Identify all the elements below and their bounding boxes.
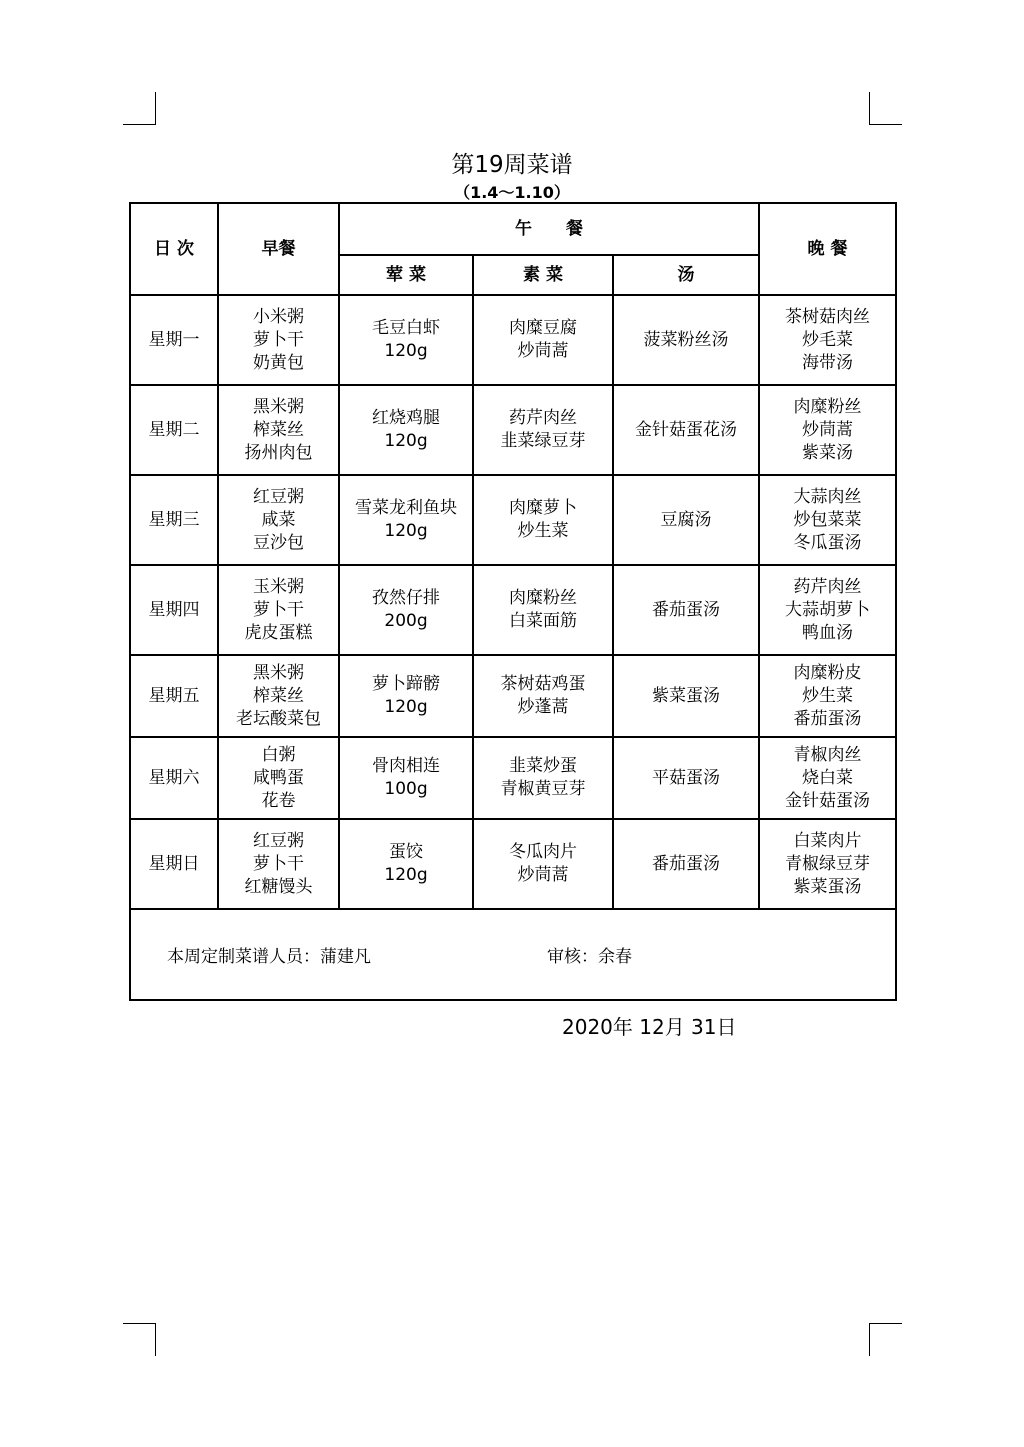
veg-dish-cell xyxy=(473,295,613,385)
date-range: （1.4～1.10） xyxy=(454,183,570,202)
table-row xyxy=(130,655,896,737)
dinner-cell-line: 大蒜胡萝卜 xyxy=(785,599,871,620)
crop-mark-top-left xyxy=(123,92,156,125)
dinner-cell xyxy=(759,565,896,655)
soup-cell: 菠菜粉丝汤 xyxy=(613,295,759,385)
breakfast-cell-line: 黑米粥 xyxy=(253,396,304,417)
header-day: 日 次 xyxy=(130,203,218,295)
crop-mark-bottom-left xyxy=(123,1323,156,1356)
table-row xyxy=(130,819,896,909)
meat-dish-cell-line: 红烧鸡腿 xyxy=(372,408,440,428)
dinner-cell xyxy=(759,737,896,819)
day-cell: 星期三 xyxy=(130,475,218,565)
table-row xyxy=(130,385,896,475)
breakfast-cell xyxy=(218,565,339,655)
dinner-cell-line: 金针菇蛋汤 xyxy=(785,790,871,811)
veg-dish-cell-line: 白菜面筋 xyxy=(509,611,577,631)
meat-dish-cell xyxy=(339,655,473,737)
document-date: 2020年 12月 31日 xyxy=(562,1015,737,1039)
menu-maker: 本周定制菜谱人员：蒲建凡 xyxy=(167,947,371,967)
veg-dish-cell-line: 药芹肉丝 xyxy=(509,408,577,428)
dinner-cell-line: 紫菜汤 xyxy=(802,442,854,463)
veg-dish-cell xyxy=(473,385,613,475)
veg-dish-cell-line: 肉糜粉丝 xyxy=(509,588,577,608)
footer-cell xyxy=(130,909,896,1000)
dinner-cell-line: 番茄蛋汤 xyxy=(793,708,862,729)
breakfast-cell-line: 豆沙包 xyxy=(253,532,304,553)
veg-dish-cell xyxy=(473,475,613,565)
dinner-cell xyxy=(759,475,896,565)
breakfast-cell xyxy=(218,295,339,385)
day-cell: 星期五 xyxy=(130,655,218,737)
table-row xyxy=(130,475,896,565)
dinner-cell-line: 茶树菇肉丝 xyxy=(785,306,871,327)
soup-cell: 平菇蛋汤 xyxy=(613,737,759,819)
meat-dish-cell-line: 100g xyxy=(384,779,428,799)
veg-dish-cell xyxy=(473,655,613,737)
breakfast-cell-line: 萝卜干 xyxy=(253,853,304,874)
dinner-cell xyxy=(759,385,896,475)
breakfast-cell-line: 老坛酸菜包 xyxy=(236,708,321,729)
meat-dish-cell xyxy=(339,385,473,475)
veg-dish-cell-line: 韭菜绿豆芽 xyxy=(500,431,586,451)
veg-dish-cell xyxy=(473,565,613,655)
meat-dish-cell-line: 120g xyxy=(384,341,428,361)
dinner-cell-line: 海带汤 xyxy=(802,352,854,373)
meat-dish-cell-line: 毛豆白虾 xyxy=(372,318,440,338)
veg-dish-cell-line: 炒生菜 xyxy=(517,521,569,541)
header-meat: 荤 菜 xyxy=(339,255,473,295)
breakfast-cell-line: 玉米粥 xyxy=(253,576,304,597)
dinner-cell-line: 炒包菜菜 xyxy=(793,509,862,530)
day-cell: 星期六 xyxy=(130,737,218,819)
meat-dish-cell-line: 蛋饺 xyxy=(389,842,423,862)
breakfast-cell-line: 红豆粥 xyxy=(253,830,304,851)
dinner-cell-line: 药芹肉丝 xyxy=(793,576,862,597)
dinner-cell-line: 炒毛菜 xyxy=(802,329,854,350)
day-cell: 星期二 xyxy=(130,385,218,475)
veg-dish-cell-line: 炒蓬蒿 xyxy=(517,697,569,717)
breakfast-cell-line: 红糖馒头 xyxy=(244,876,313,897)
dinner-cell-line: 青椒绿豆芽 xyxy=(785,853,871,874)
meat-dish-cell-line: 120g xyxy=(384,865,428,885)
breakfast-cell-line: 咸菜 xyxy=(261,509,296,530)
breakfast-cell xyxy=(218,655,339,737)
breakfast-cell-line: 白粥 xyxy=(261,744,296,765)
meat-dish-cell-line: 雪菜龙利鱼块 xyxy=(355,498,457,518)
breakfast-cell-line: 榨菜丝 xyxy=(253,419,304,440)
dinner-cell-line: 青椒肉丝 xyxy=(793,744,862,765)
day-cell: 星期一 xyxy=(130,295,218,385)
menu-body xyxy=(130,295,896,909)
breakfast-cell xyxy=(218,475,339,565)
dinner-cell-line: 炒茼蒿 xyxy=(802,419,854,440)
veg-dish-cell-line: 冬瓜肉片 xyxy=(509,842,577,862)
dinner-cell xyxy=(759,295,896,385)
veg-dish-cell-line: 肉糜萝卜 xyxy=(509,498,577,518)
dinner-cell-line: 冬瓜蛋汤 xyxy=(793,532,862,553)
meat-dish-cell-line: 骨肉相连 xyxy=(372,756,440,776)
veg-dish-cell-line: 茶树菇鸡蛋 xyxy=(500,674,586,694)
veg-dish-cell xyxy=(473,819,613,909)
table-row xyxy=(130,295,896,385)
day-cell: 星期四 xyxy=(130,565,218,655)
breakfast-cell-line: 榨菜丝 xyxy=(253,685,304,706)
meat-dish-cell xyxy=(339,475,473,565)
crop-mark-top-right xyxy=(869,92,902,125)
menu-table xyxy=(129,202,897,1001)
header-dinner: 晚 餐 xyxy=(759,203,896,295)
header-soup: 汤 xyxy=(613,255,759,295)
soup-cell: 番茄蛋汤 xyxy=(613,565,759,655)
breakfast-cell-line: 虎皮蛋糕 xyxy=(244,622,313,643)
breakfast-cell-line: 红豆粥 xyxy=(253,486,304,507)
meat-dish-cell-line: 120g xyxy=(384,521,428,541)
dinner-cell-line: 鸭血汤 xyxy=(802,622,854,643)
breakfast-cell-line: 奶黄包 xyxy=(253,352,304,373)
day-cell: 星期日 xyxy=(130,819,218,909)
soup-cell: 紫菜蛋汤 xyxy=(613,655,759,737)
veg-dish-cell-line: 炒茼蒿 xyxy=(517,341,569,361)
dinner-cell-line: 紫菜蛋汤 xyxy=(793,876,862,897)
soup-cell: 豆腐汤 xyxy=(613,475,759,565)
meat-dish-cell-line: 120g xyxy=(384,697,428,717)
header-breakfast: 早餐 xyxy=(218,203,339,295)
dinner-cell-line: 烧白菜 xyxy=(802,767,854,788)
soup-cell: 番茄蛋汤 xyxy=(613,819,759,909)
meat-dish-cell xyxy=(339,565,473,655)
page-title: 第19周菜谱 xyxy=(451,152,573,178)
breakfast-cell-line: 黑米粥 xyxy=(253,662,304,683)
breakfast-cell xyxy=(218,385,339,475)
meat-dish-cell-line: 200g xyxy=(384,611,428,631)
dinner-cell-line: 大蒜肉丝 xyxy=(793,486,862,507)
dinner-cell-line: 白菜肉片 xyxy=(793,830,862,851)
meat-dish-cell xyxy=(339,295,473,385)
dinner-cell-line: 肉糜粉皮 xyxy=(793,662,862,683)
breakfast-cell-line: 小米粥 xyxy=(253,306,304,327)
veg-dish-cell-line: 青椒黄豆芽 xyxy=(500,779,586,799)
crop-mark-bottom-right xyxy=(869,1323,902,1356)
dinner-cell xyxy=(759,819,896,909)
meat-dish-cell-line: 萝卜蹄髈 xyxy=(372,674,440,694)
breakfast-cell-line: 萝卜干 xyxy=(253,599,304,620)
breakfast-cell xyxy=(218,737,339,819)
veg-dish-cell-line: 肉糜豆腐 xyxy=(509,318,577,338)
veg-dish-cell-line: 韭菜炒蛋 xyxy=(509,756,577,776)
meat-dish-cell-line: 120g xyxy=(384,431,428,451)
meat-dish-cell xyxy=(339,737,473,819)
meat-dish-cell xyxy=(339,819,473,909)
dinner-cell-line: 肉糜粉丝 xyxy=(793,396,862,417)
table-row xyxy=(130,565,896,655)
breakfast-cell-line: 扬州肉包 xyxy=(244,442,313,463)
breakfast-cell-line: 咸鸭蛋 xyxy=(253,767,304,788)
veg-dish-cell xyxy=(473,737,613,819)
meat-dish-cell-line: 孜然仔排 xyxy=(372,588,440,608)
dinner-cell xyxy=(759,655,896,737)
breakfast-cell-line: 花卷 xyxy=(261,790,296,811)
menu-reviewer: 审核：余春 xyxy=(547,947,632,967)
soup-cell: 金针菇蛋花汤 xyxy=(613,385,759,475)
table-row xyxy=(130,737,896,819)
header-lunch: 午 餐 xyxy=(339,203,759,255)
breakfast-cell-line: 萝卜干 xyxy=(253,329,304,350)
breakfast-cell xyxy=(218,819,339,909)
dinner-cell-line: 炒生菜 xyxy=(802,685,854,706)
header-veg: 素 菜 xyxy=(473,255,613,295)
veg-dish-cell-line: 炒茼蒿 xyxy=(517,865,569,885)
